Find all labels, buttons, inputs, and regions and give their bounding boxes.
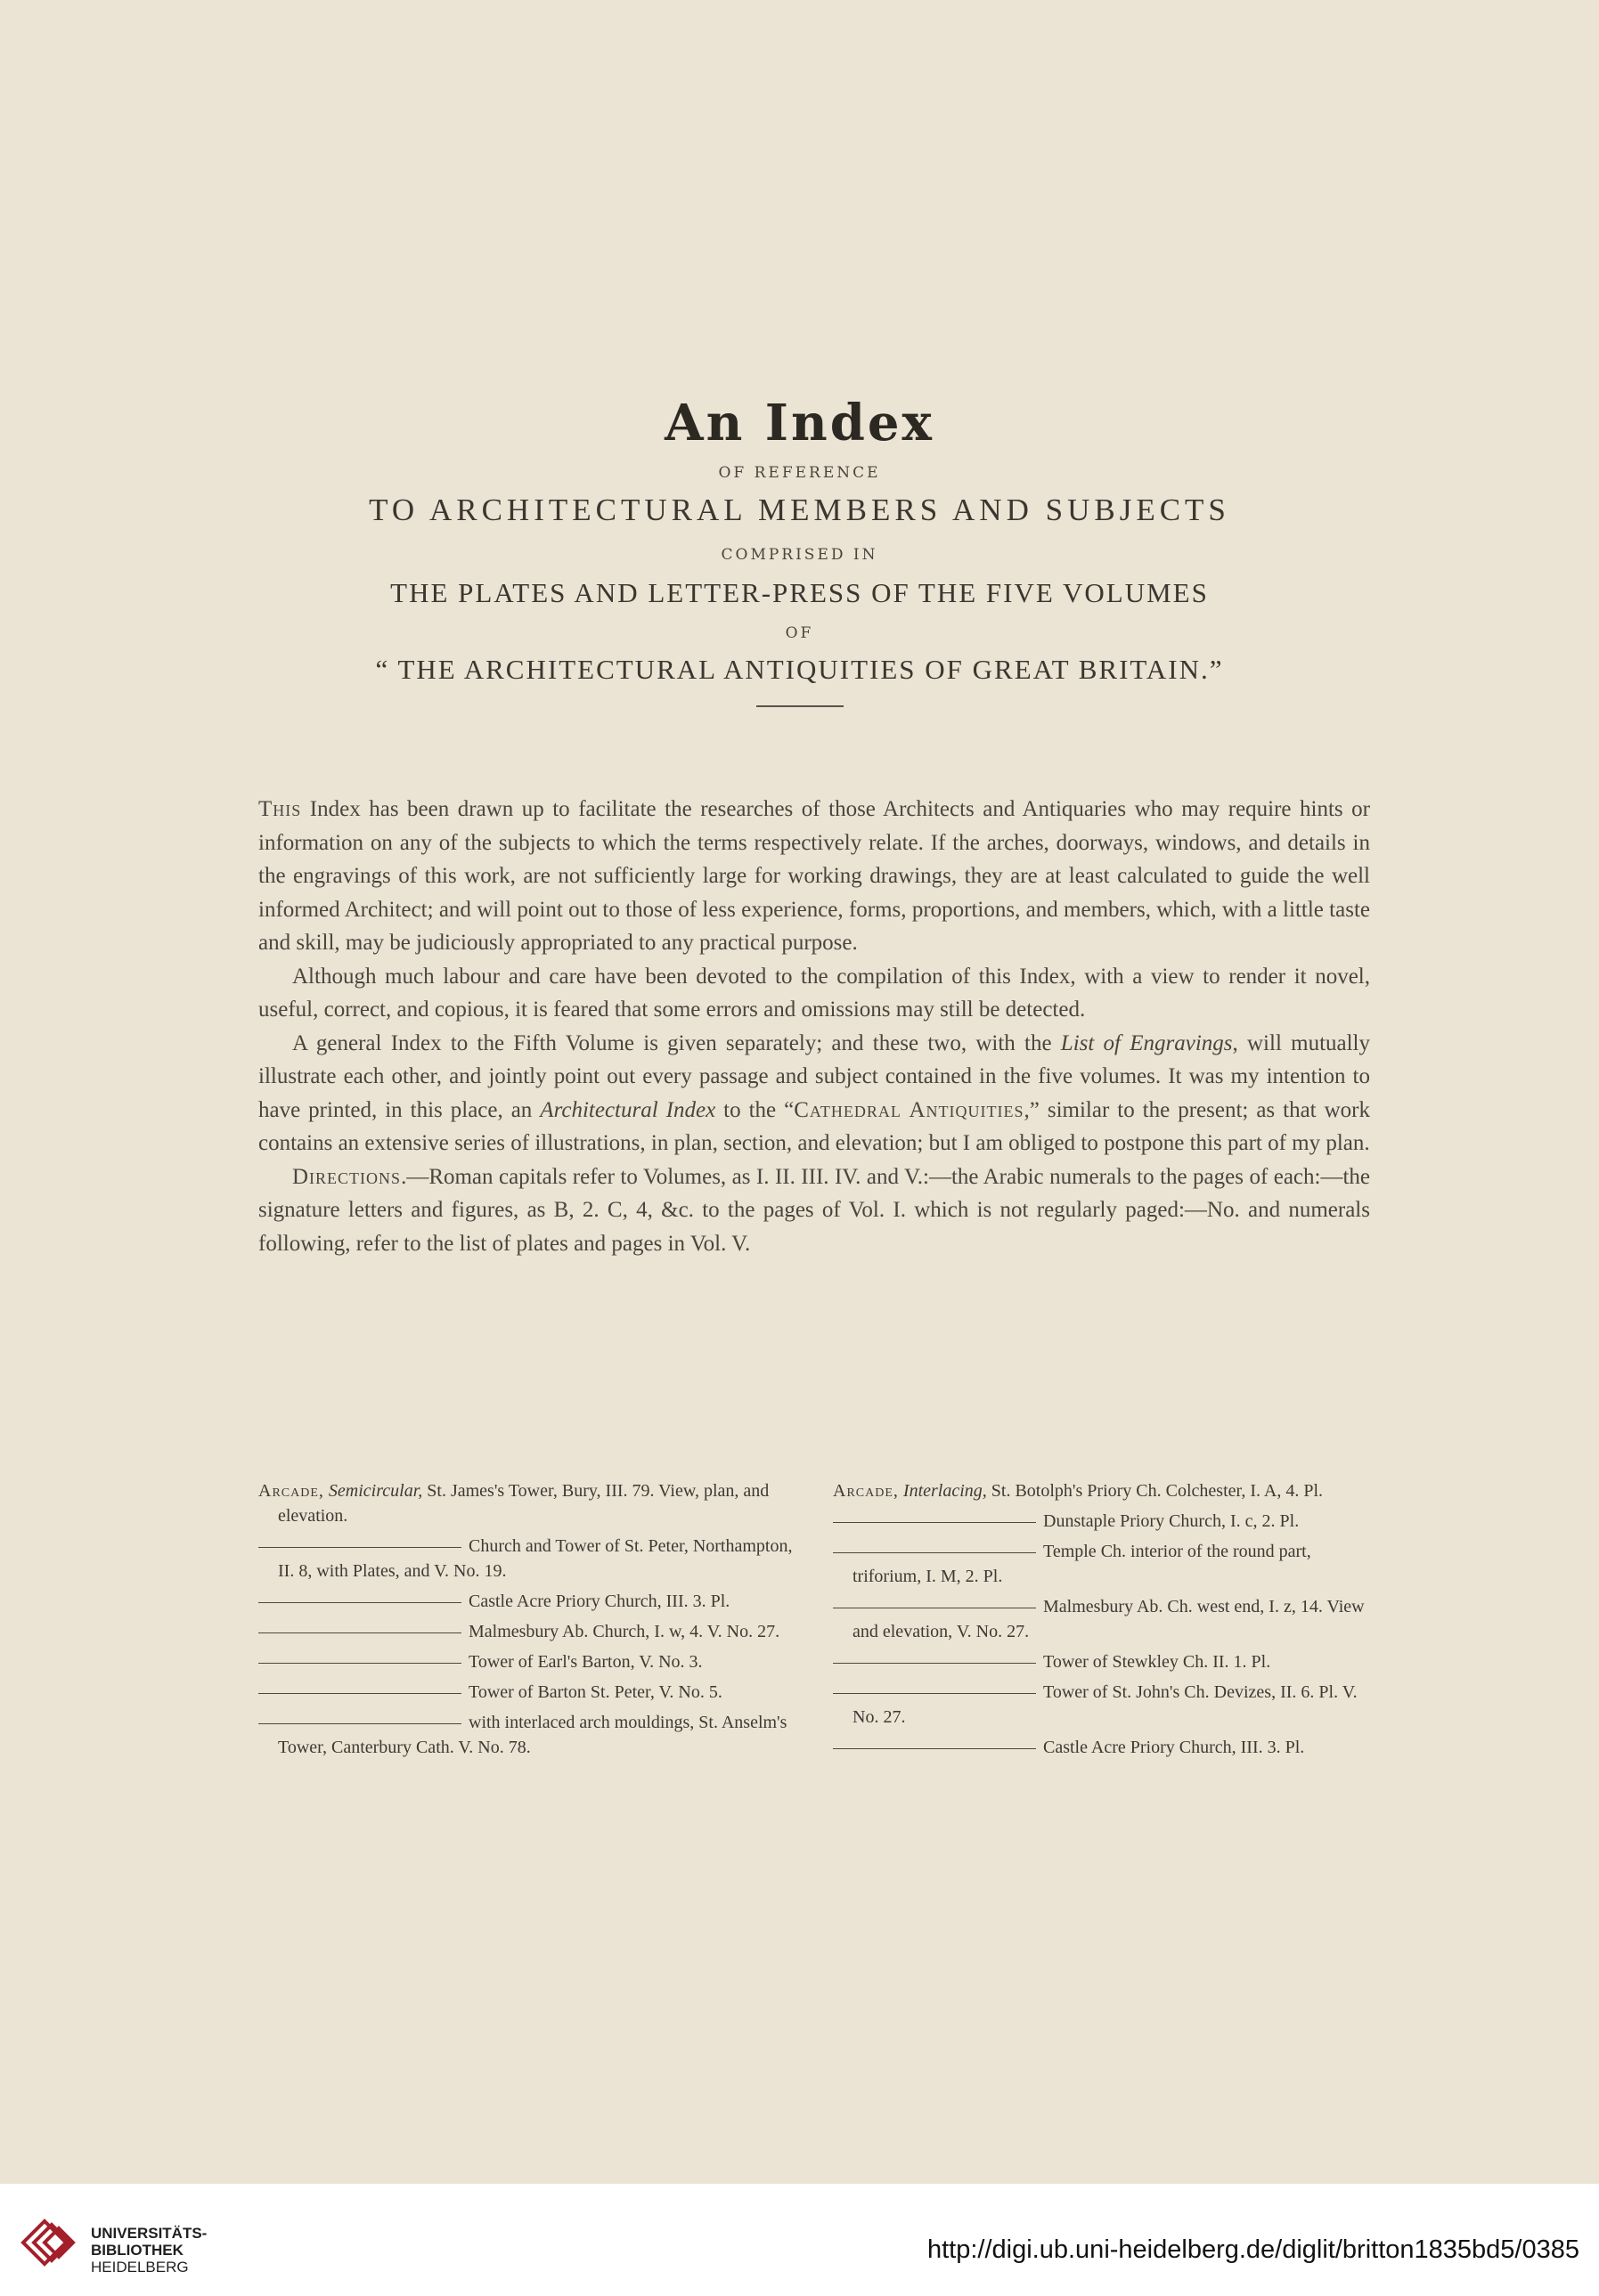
index-entry	[833, 1539, 1372, 1589]
index-entry	[833, 1680, 1372, 1730]
entry-text: Temple Ch. interior of the round part, triforium, I. M, 2. Pl.	[853, 1542, 1311, 1586]
index-entry	[258, 1680, 797, 1705]
entry-term: Arcade,	[258, 1481, 324, 1501]
entry-text: Tower of Barton St. Peter, V. No. 5.	[469, 1682, 722, 1702]
entry-subterm: Semicircular,	[328, 1481, 423, 1501]
entry-text: Malmesbury Ab. Ch. west end, I. z, 14. View and elevation, V. No. 27.	[853, 1597, 1365, 1641]
index-column-left	[258, 1478, 797, 1765]
p3-text-c: to the “	[715, 1097, 795, 1122]
entry-text: Tower of Earl's Barton, V. No. 3.	[469, 1652, 703, 1672]
entry-text: Tower of St. John's Ch. Devizes, II. 6. Pl. V. No. 27.	[853, 1682, 1358, 1727]
index-entry	[258, 1710, 797, 1760]
p3-italic-index: Architectural Index	[540, 1097, 716, 1122]
ditto-rule	[258, 1547, 461, 1548]
intro-paragraph-1-text: Index has been drawn up to facilitate the researches of those Architects and Antiquaries who may require hints or information on any of the subjects to which the terms respectively relate. If the arches, doorways, windows, and details in the engravings of this work, are not sufficiently large for working drawings, they are at least calculated to guide the well informed Architect; and will point out to those of less experience, forms, proportions, and members, which, with a little taste and skill, may be judiciously appropriated to any practical purpose.	[258, 797, 1370, 955]
title-divider	[756, 705, 844, 707]
entry-text: Malmesbury Ab. Church, I. w, 4. V. No. 27.	[469, 1622, 780, 1641]
entry-text: with interlaced arch mouldings, St. Anselm's Tower, Canterbury Cath. V. No. 78.	[278, 1713, 787, 1757]
library-name-line-3: HEIDELBERG	[91, 2259, 189, 2276]
entry-text: St. Botolph's Priory Ch. Colchester, I. A, 4. Pl.	[986, 1481, 1324, 1501]
ditto-rule	[833, 1663, 1036, 1664]
index-entry	[833, 1509, 1372, 1534]
title-block	[0, 392, 1599, 707]
intro-text	[258, 793, 1370, 1260]
p3-text-d: ,” similar to the present; as that work contains an extensive series of illustrations, in plan, section, and elevation; but I am obliged to postpone this part of my plan.	[258, 1097, 1370, 1155]
entry-text: Castle Acre Priory Church, III. 3. Pl.	[469, 1592, 730, 1611]
library-name	[91, 2225, 207, 2276]
directions-text: .—Roman capitals refer to Volumes, as I. II. III. IV. and V.:—the Arabic numerals to the pages of each:—the signature letters and figures, as B, 2. C, 4, &c. to the pages of Vol. I. which is not regularly paged:—No. and numerals following, refer to the list of plates and pages in Vol. V.	[258, 1164, 1370, 1256]
title-line-of-reference: OF REFERENCE	[718, 464, 881, 482]
index-entry	[258, 1619, 797, 1644]
title-line-comprised: COMPRISED IN	[721, 546, 878, 564]
index-entry	[833, 1594, 1372, 1644]
ditto-rule	[258, 1693, 461, 1694]
directions-lead: Directions	[292, 1164, 402, 1189]
index-entry	[258, 1649, 797, 1674]
ditto-rule	[258, 1723, 461, 1724]
library-name-line-1: UNIVERSITÄTS-	[91, 2225, 208, 2242]
ditto-rule	[833, 1522, 1036, 1523]
index-column-right	[833, 1478, 1372, 1765]
ditto-rule	[833, 1693, 1036, 1694]
ditto-rule	[833, 1552, 1036, 1553]
p3-italic-list: List of Engravings	[1060, 1030, 1233, 1055]
index-entry	[833, 1649, 1372, 1674]
entry-text: Church and Tower of St. Peter, Northampton, II. 8, with Plates, and V. No. 19.	[278, 1536, 793, 1581]
intro-paragraph-2: Although much labour and care have been devoted to the compilation of this Index, with a view to render it novel, useful, correct, and copious, it is feared that some errors and omissions may still be detected.	[258, 964, 1370, 1022]
library-logo-icon	[18, 2211, 82, 2275]
ditto-rule	[258, 1602, 461, 1603]
ditto-rule	[258, 1632, 461, 1633]
intro-paragraph-4	[258, 1160, 1370, 1261]
index-columns	[258, 1478, 1372, 1765]
title-line-members: TO ARCHITECTURAL MEMBERS AND SUBJECTS	[369, 493, 1230, 527]
p3-smallcaps: Cathedral Antiquities	[794, 1097, 1024, 1122]
title-line-antiquities: “ THE ARCHITECTURAL ANTIQUITIES OF GREAT BRITAIN.”	[375, 654, 1224, 685]
index-entry	[833, 1735, 1372, 1760]
index-entry-head	[833, 1478, 1372, 1503]
ditto-rule	[258, 1663, 461, 1664]
title-line-plates: THE PLATES AND LETTER-PRESS OF THE FIVE VOLUMES	[390, 577, 1209, 608]
intro-paragraph-1	[258, 793, 1370, 960]
intro-lead-word: This	[258, 797, 302, 821]
source-url-link[interactable]: http://digi.ub.uni-heidelberg.de/diglit/britton1835bd5/0385	[927, 2235, 1579, 2264]
entry-text: St. James's Tower, Bury, III. 79. View, plan, and elevation.	[278, 1481, 770, 1526]
index-entry	[258, 1589, 797, 1614]
intro-paragraph-3	[258, 1027, 1370, 1160]
index-entry-head	[258, 1478, 797, 1528]
title-line-of: OF	[785, 624, 814, 642]
p3-text-a: A general Index to the Fifth Volume is given separately; and these two, with the	[292, 1030, 1061, 1055]
p3-text-b: , will mutually illustrate each other, and jointly point out every passage and subject contained in the five volumes. It was my intention to have printed, in this place, an	[258, 1030, 1370, 1122]
entry-text: Dunstaple Priory Church, I. c, 2. Pl.	[1043, 1511, 1300, 1531]
entry-text: Tower of Stewkley Ch. II. 1. Pl.	[1043, 1652, 1271, 1672]
entry-term: Arcade,	[833, 1481, 899, 1501]
footer-bar	[0, 2184, 1599, 2296]
library-name-line-2: BIBLIOTHEK	[91, 2242, 184, 2259]
index-entry	[258, 1534, 797, 1584]
index-heading: An Index	[665, 394, 934, 452]
entry-text: Castle Acre Priory Church, III. 3. Pl.	[1043, 1738, 1305, 1757]
entry-subterm: Interlacing,	[902, 1481, 987, 1501]
ditto-rule	[833, 1748, 1036, 1749]
